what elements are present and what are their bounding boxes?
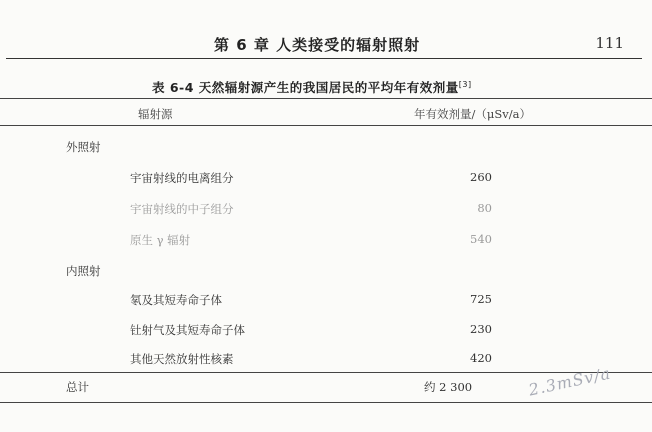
table-row-source: 氡及其短寿命子体 <box>130 293 222 307</box>
table-row-dose: 420 <box>470 351 492 365</box>
category-external: 外照射 <box>66 140 101 154</box>
page-number: 111 <box>595 34 624 52</box>
table-row-source: 钍射气及其短寿命子体 <box>130 323 245 337</box>
table-total-rule <box>0 372 652 373</box>
table-row-dose: 230 <box>470 322 492 336</box>
table-header-rule <box>0 125 652 126</box>
table-row-dose: 540 <box>470 232 492 246</box>
table-caption <box>152 78 472 96</box>
column-header-dose: 年有效剂量/（μSv/a） <box>414 107 531 121</box>
table-row-source: 宇宙射线的中子组分 <box>130 202 234 216</box>
total-label: 总计 <box>66 380 89 394</box>
column-header-source: 辐射源 <box>138 107 173 121</box>
total-value: 约 2 300 <box>424 380 473 394</box>
table-row-dose: 80 <box>477 201 492 215</box>
table-top-rule <box>0 98 652 99</box>
handwritten-annotation: 2.3mSv/a <box>526 363 613 400</box>
table-row-dose: 260 <box>470 170 492 184</box>
table-row-source: 原生 γ 辐射 <box>130 233 191 247</box>
citation-ref: [3] <box>458 79 472 89</box>
table-row-source: 宇宙射线的电离组分 <box>130 171 234 185</box>
table-bottom-rule <box>0 402 652 403</box>
running-head <box>6 32 642 59</box>
table-row-dose: 725 <box>470 292 492 306</box>
category-internal: 内照射 <box>66 264 101 278</box>
table-caption-text: 表 6-4 天然辐射源产生的我国居民的平均年有效剂量 <box>152 80 459 95</box>
table-row-source: 其他天然放射性核素 <box>130 352 234 366</box>
chapter-title: 第 6 章 人类接受的辐射照射 <box>214 36 421 54</box>
